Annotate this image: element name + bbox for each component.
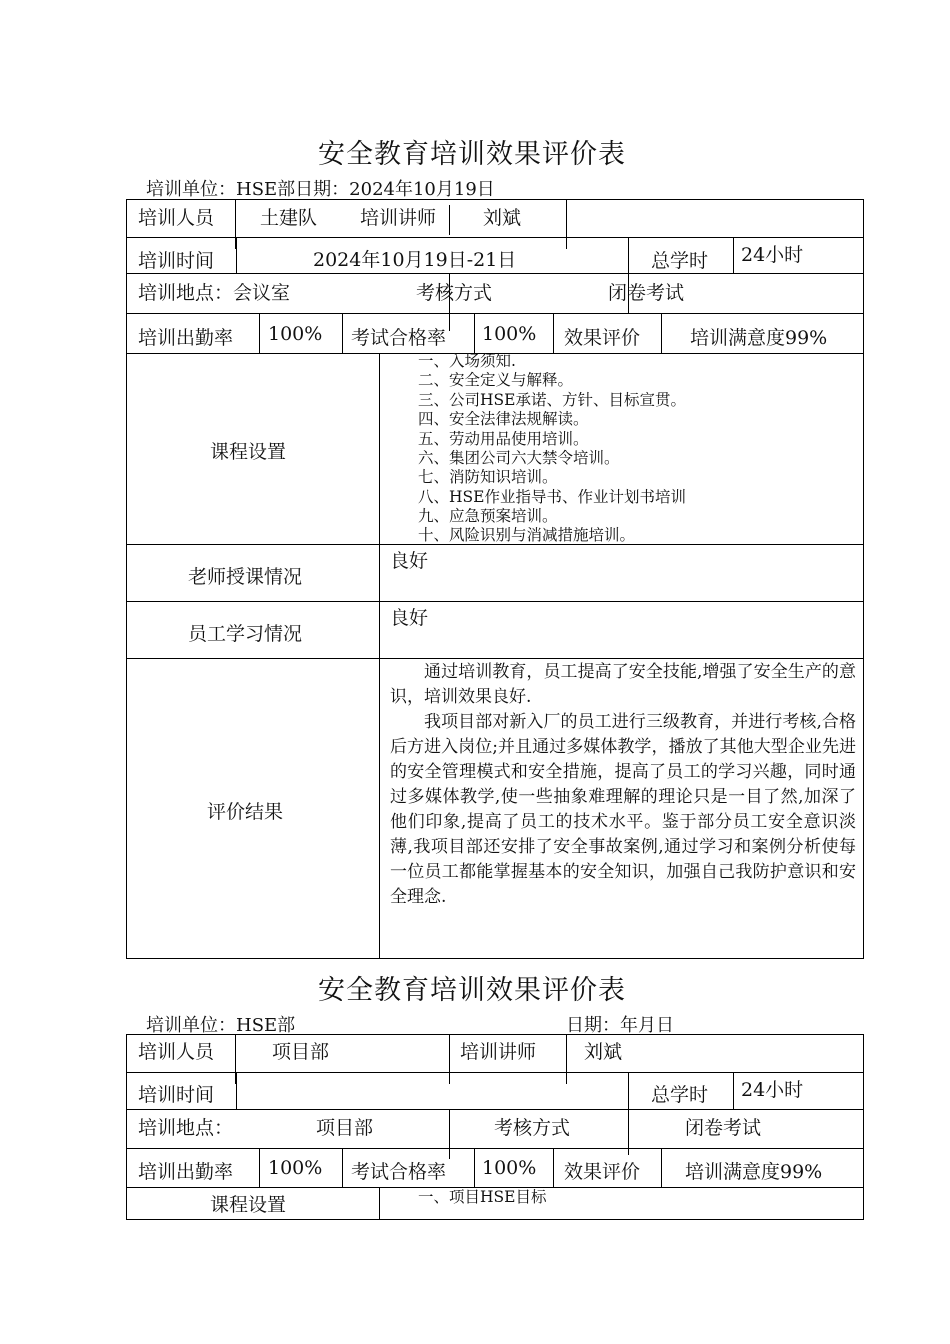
form1-assess: 闭卷考试: [608, 282, 685, 304]
form2-label-lecturer: 培训讲师: [460, 1041, 537, 1063]
result-paragraph: 我项目部对新入厂的员工进行三级教育，并进行考核,合格后方进入岗位;并且通过多媒体教学，播放了其他大型企业先进的安全管理模式和安全措施，提高了员工的学习兴趣，同时通过多媒体教学,使一些抽象难理解的理论只是一目了然,加深了他们印象,提高了员工的技术水平。鉴于部分员工安全意识淡薄,我项目部还安排了安全事故案例,通过学习和案例分析使每一位员工都能掌握基本的安全知识，加强自己我防护意识和安全理念.: [390, 712, 856, 907]
form1-lecturer: 刘斌: [483, 207, 522, 229]
form2-label-effect: 效果评价: [564, 1161, 641, 1183]
form1-label-assess: 考核方式: [416, 282, 493, 304]
form1-result-label: 评价结果: [207, 801, 284, 823]
form1-course-item: 二、安全定义与解释。: [418, 371, 574, 389]
form2-assess: 闭卷考试: [685, 1117, 762, 1139]
form1-course-item: 三、公司HSE承诺、方针、目标宣贯。: [418, 391, 686, 409]
form1-course-item: 九、应急预案培训。: [418, 507, 558, 525]
form1-course-item: 十、风险识别与消减措施培训。: [418, 526, 636, 544]
form1-label-personnel: 培训人员: [138, 207, 215, 229]
form1-teacher-label: 老师授课情况: [188, 566, 303, 588]
form1-hours: 24小时: [741, 244, 804, 266]
form2-course-item: 一、项目HSE目标: [418, 1188, 547, 1206]
form1-label-location: 培训地点：会议室: [138, 282, 291, 304]
form2-label-pass: 考试合格率: [351, 1161, 447, 1183]
form2-label-attendance: 培训出勤率: [138, 1161, 234, 1183]
form2-satisfaction: 培训满意度99%: [685, 1161, 823, 1183]
form2-personnel: 项目部: [272, 1041, 330, 1063]
result-paragraph: 通过培训教育，员工提高了安全技能,增强了安全生产的意识，培训效果良好.: [390, 662, 856, 707]
form2-lecturer: 刘斌: [584, 1041, 623, 1063]
form2-label-hours: 总学时: [651, 1084, 709, 1106]
form1-time: 2024年10月19日-21日: [313, 249, 517, 271]
form1-staff-label: 员工学习情况: [188, 623, 303, 645]
form1-label-lecturer: 培训讲师: [360, 207, 437, 229]
form1-title: 安全教育培训效果评价表: [318, 139, 626, 170]
form1-course-item: 七、消防知识培训。: [418, 468, 558, 486]
form2-hours: 24小时: [741, 1079, 804, 1101]
form2-label-personnel: 培训人员: [138, 1041, 215, 1063]
form2-location: 项目部: [316, 1117, 374, 1139]
form1-personnel: 土建队: [260, 207, 318, 229]
form1-course-item: 五、劳动用品使用培训。: [418, 430, 589, 448]
form1-label-effect: 效果评价: [564, 327, 641, 349]
form1-pass: 100%: [482, 323, 537, 345]
form1-course-label: 课程设置: [210, 441, 287, 463]
form2-label-location: 培训地点：: [138, 1117, 234, 1139]
form1-result-text: [390, 660, 856, 910]
form2-label-assess: 考核方式: [494, 1117, 571, 1139]
form1-course-item: 八、HSE作业指导书、作业计划书培训: [418, 488, 686, 506]
form1-label-hours: 总学时: [651, 250, 709, 272]
form1-course-item: 一、入场须知.: [418, 352, 516, 370]
form1-course-item: 四、安全法律法规解读。: [418, 410, 589, 428]
form2-pass: 100%: [482, 1157, 537, 1179]
form2-date: 日期：年月日: [566, 1015, 674, 1036]
form2-title: 安全教育培训效果评价表: [318, 975, 626, 1006]
form2-attendance: 100%: [268, 1157, 323, 1179]
form2-label-time: 培训时间: [138, 1084, 215, 1106]
form2-course-label: 课程设置: [210, 1194, 287, 1216]
form1-label-attendance: 培训出勤率: [138, 327, 234, 349]
form1-label-time: 培训时间: [138, 250, 215, 272]
form1-satisfaction: 培训满意度99%: [690, 327, 828, 349]
form1-course-item: 六、集团公司六大禁令培训。: [418, 449, 620, 467]
form1-staff-value: 良好: [390, 607, 429, 629]
form1-label-pass: 考试合格率: [351, 327, 447, 349]
form1-attendance: 100%: [268, 323, 323, 345]
form1-teacher-value: 良好: [390, 550, 429, 572]
form1-unit-date: 培训单位：HSE部日期：2024年10月19日: [146, 179, 495, 200]
form2-unit: 培训单位：HSE部: [146, 1015, 296, 1036]
